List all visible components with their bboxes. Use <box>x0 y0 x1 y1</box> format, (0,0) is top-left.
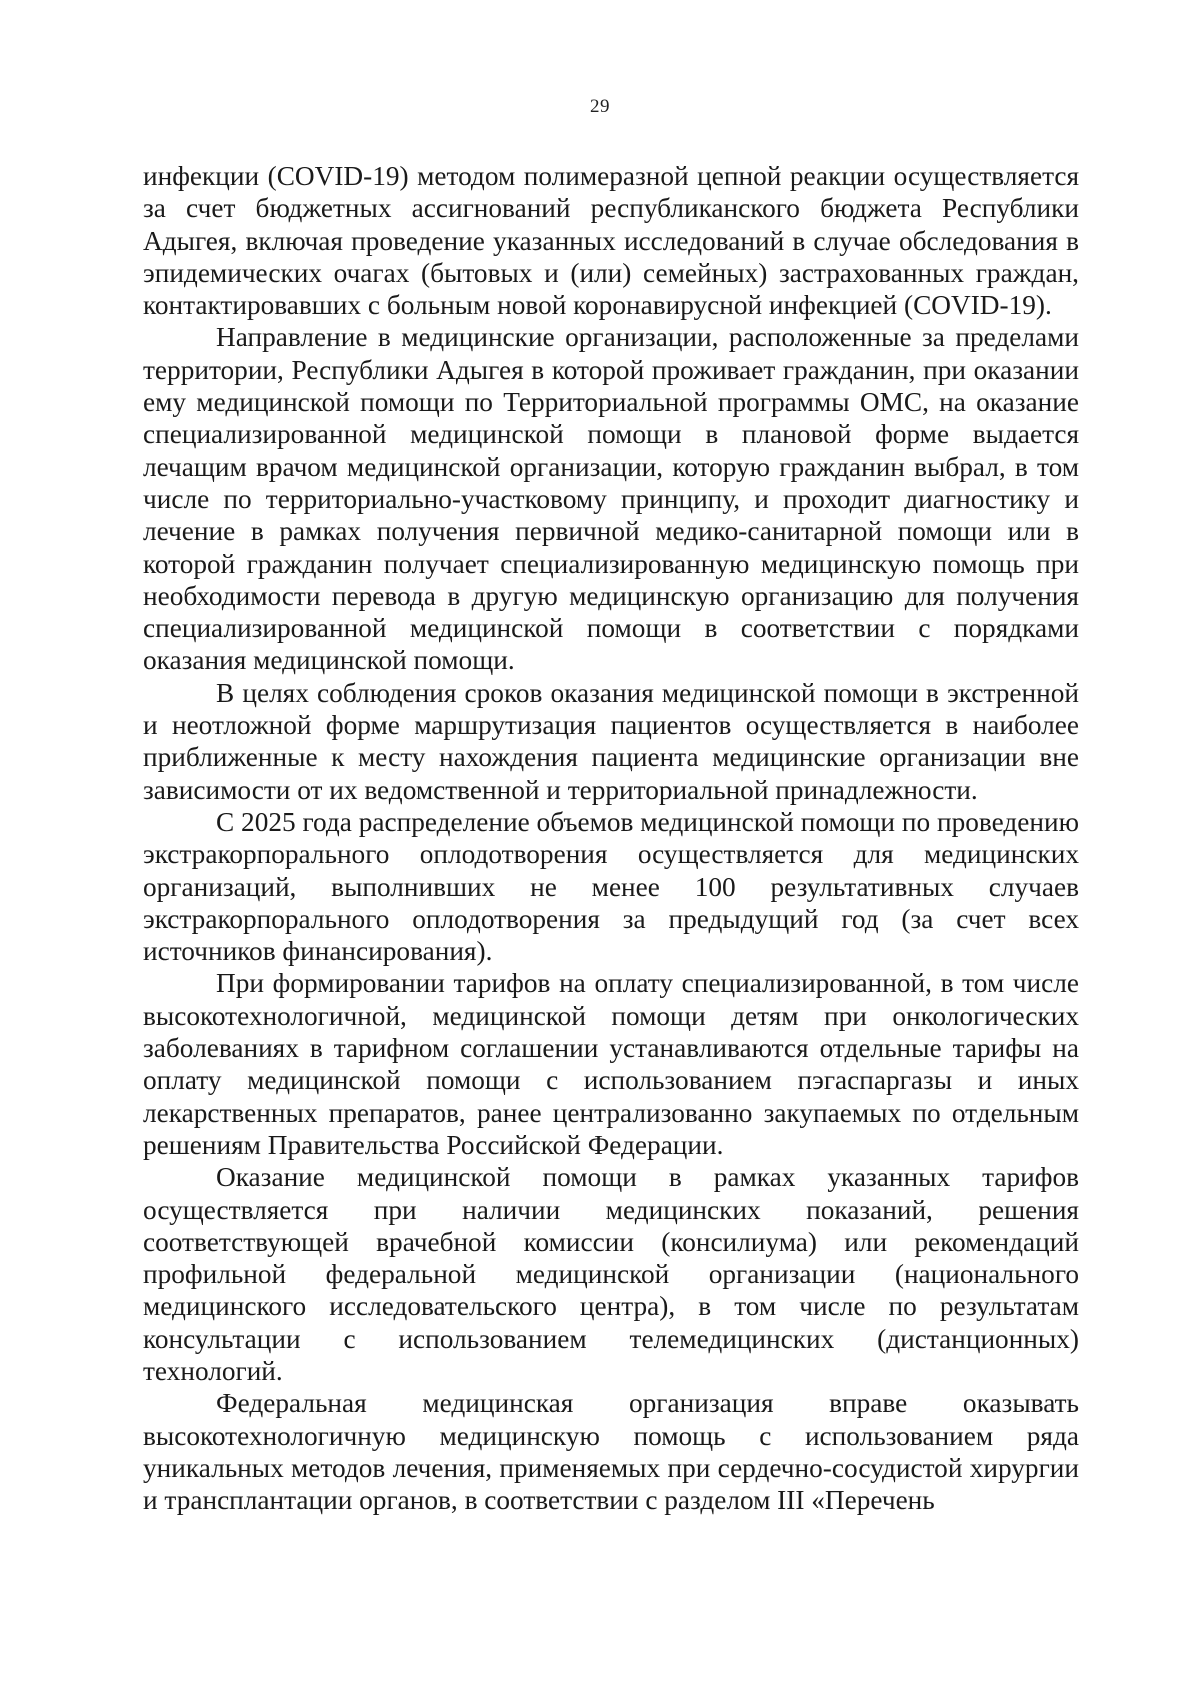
paragraph-ivf-volumes: С 2025 года распределение объемов медицинской помощи по проведению экстракорпорального оплодотворения осуществляется для медицинских организаций, выполнивших не менее 100 результативных случаев экстракорпорального оплодотворения за предыдущий год (за счет всех источников финансирования). <box>143 806 1079 967</box>
paragraph-tariffs: При формировании тарифов на оплату специализированной, в том числе высокотехнологичной, медицинской помощи детям при онкологических заболеваниях в тарифном соглашении устанавливаются отдельные тарифы на оплату медицинской помощи с использованием пэгаспаргазы и иных лекарственных препаратов, ранее централизованно закупаемых по отдельным решениям Правительства Российской Федерации. <box>143 968 1079 1160</box>
document-body <box>143 160 1079 1516</box>
paragraph-tariff-conditions: Оказание медицинской помощи в рамках указанных тарифов осуществляется при наличии медицинских показаний, решения соответствующей врачебной комиссии (консилиума) или рекомендаций профильной федеральной медицинской организации (национального медицинского исследовательского центра), в том числе по результатам консультации с использованием телемедицинских (дистанционных) технологий. <box>143 1162 1079 1386</box>
page-number: 29 <box>590 96 610 117</box>
paragraph-emergency-routing: В целях соблюдения сроков оказания медицинской помощи в экстренной и неотложной форме маршрутизация пациентов осуществляется в наиболее приближенные к месту нахождения пациента медицинские организации вне зависимости от их ведомственной и территориальной принадлежности. <box>143 677 1079 805</box>
paragraph-continuation: инфекции (COVID-19) методом полимеразной цепной реакции осуществляется за счет бюджетных ассигнований республиканского бюджета Республики Адыгея, включая проведение указанных исследований в случае обследования в эпидемических очагах (бытовых и (или) семейных) застрахованных граждан, контактировавших с больным новой коронавирусной инфекцией (COVID-19). <box>143 161 1079 321</box>
paragraph-referral: Направление в медицинские организации, расположенные за пределами территории, Республики Адыгея в которой проживает гражданин, при оказании ему медицинской помощи по Территориальной программы ОМС, на оказание специализированной медицинской помощи в плановой форме выдается лечащим врачом медицинской организации, которую гражданин выбрал, в том числе по территориально-участковому принципу, и проходит диагностику и лечение в рамках получения первичной медико-санитарной помощи или в которой гражданин получает специализированную медицинскую помощь при необходимости перевода в другую медицинскую организацию для получения специализированной медицинской помощи в соответствии с порядками оказания медицинской помощи. <box>143 322 1079 676</box>
paragraph-federal-organization: Федеральная медицинская организация вправе оказывать высокотехнологичную медицинскую помощь с использованием ряда уникальных методов лечения, применяемых при сердечно-сосудистой хирургии и трансплантации органов, в соответствии с разделом III «Перечень <box>143 1388 1079 1516</box>
